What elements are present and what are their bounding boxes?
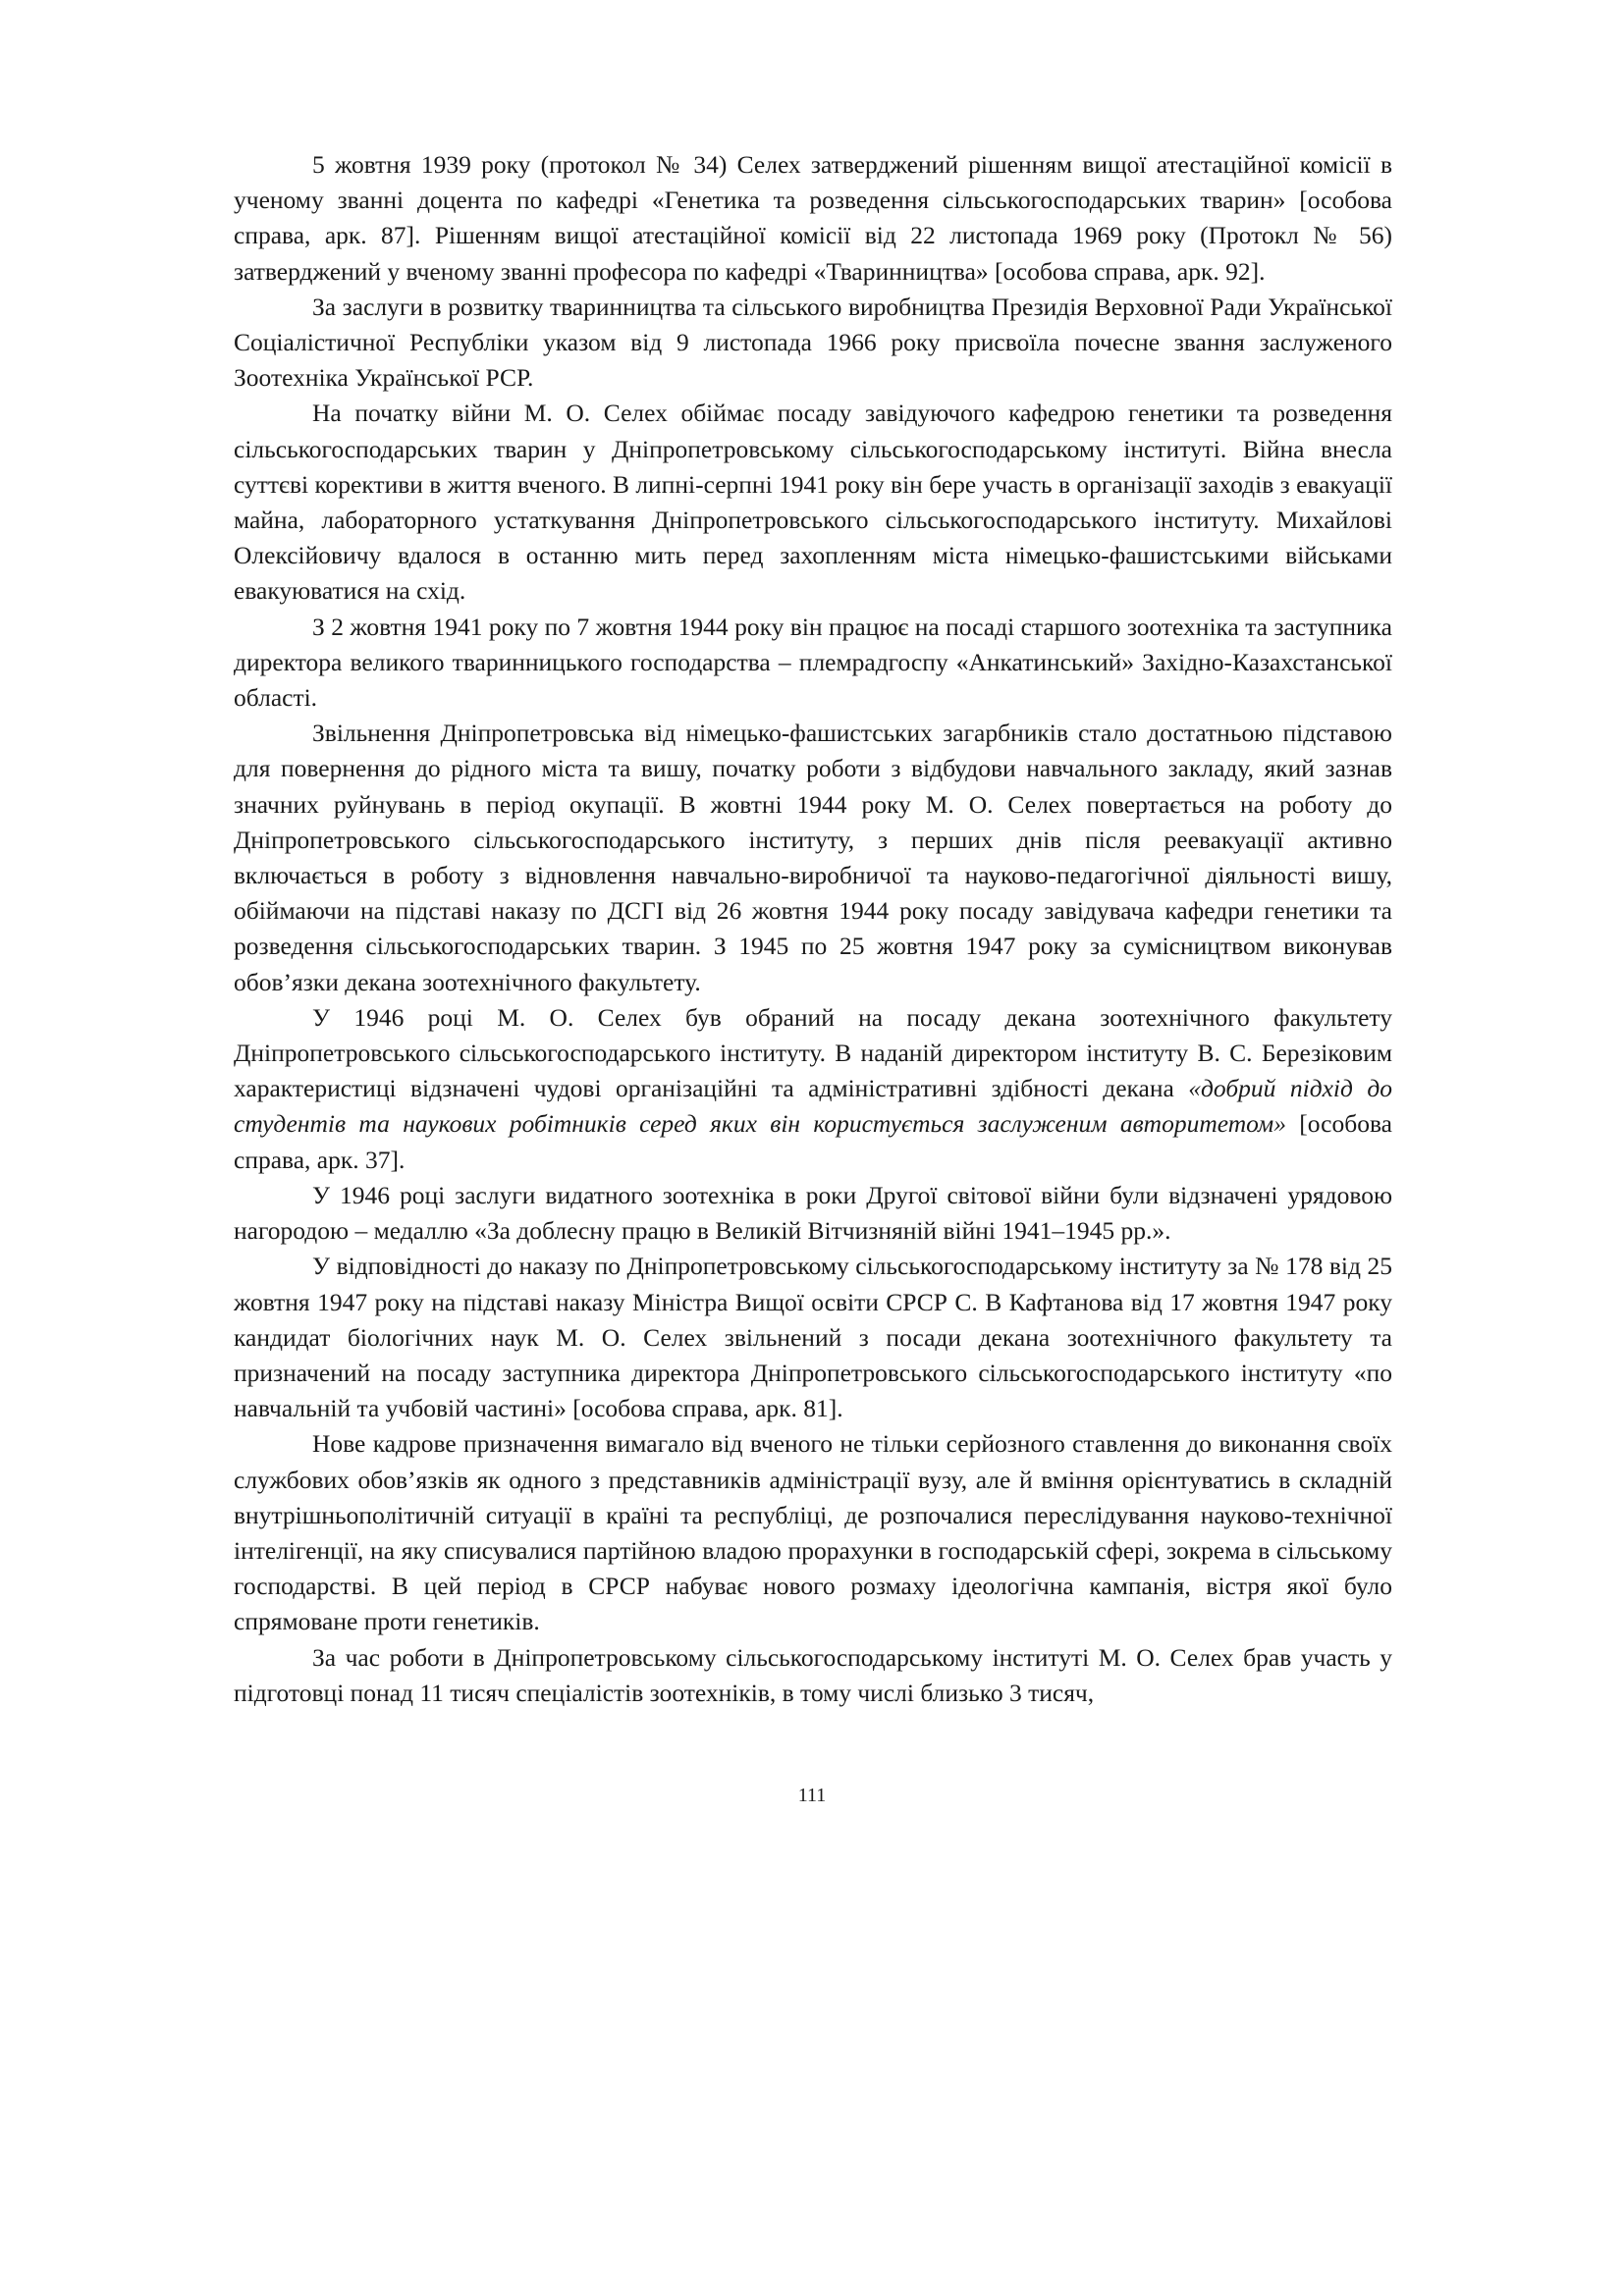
paragraph-text: На початку війни М. О. Селех обіймає посаду завідуючого кафедрою генетики та розведення сільськогосподарських тварин у Дніпропетровському сільськогосподарському інституті. Війна внесла суттєві корективи в життя вченого. В липні-серпні 1941 року він бере участь в організації заходів з евакуації майна, лабораторного устаткування Дніпропетровського сільськогосподарського інституту. Михайлові Олексійовичу вдалося в останню мить перед захопленням міста німецько-фашистськими військами евакуюватися на схід. [234, 399, 1392, 606]
paragraph-text: За час роботи в Дніпропетровському сільськогосподарському інституті М. О. Селех брав участь у підготовці понад 11 тисяч спеціалістів зоотехніків, в тому числі близько 3 тисяч, [234, 1642, 1392, 1707]
paragraph [234, 396, 1392, 609]
paragraph-text: Звільнення Дніпропетровська від німецько-фашистських загарбників стало достатньою підставою для повернення до рідного міста та вишу, початку роботи з відбудови навчального закладу, який зазнав значних руйнувань в період окупації. В жовтні 1944 року М. О. Селех повертається на роботу до Дніпропетровського сільськогосподарського інституту, з перших днів після реевакуації активно включається в роботу з відновлення навчально-виробничої та науково-педагогічної діяльності вишу, обіймаючи на підставі наказу по ДСГІ від 26 жовтня 1944 року посаду завідувача кафедри генетики та розведення сільськогосподарських тварин. З 1945 по 25 жовтня 1947 року за сумісництвом виконував обов’язки декана зоотехнічного факультету. [234, 719, 1392, 996]
paragraph-text: За заслуги в розвитку тваринництва та сільського виробництва Президія Верховної Ради Української Соціалістичної Республіки указом від 9 листопада 1966 року присвоїла почесне звання заслуженого Зоотехніка Української РСР. [234, 292, 1392, 393]
paragraph [234, 716, 1392, 1000]
paragraph-text: У 1946 році заслуги видатного зоотехніка в роки Другої світової війни були відзначені урядовою нагородою – медаллю «За доблесну працю в Великій Вітчизняній війні 1941–1945 рр.». [234, 1180, 1392, 1246]
paragraph [234, 1640, 1392, 1711]
paragraph [234, 1426, 1392, 1639]
paragraph [234, 1000, 1392, 1178]
document-page [234, 147, 1392, 1711]
paragraph-text: [особова справа, арк. 37]. [234, 1109, 1392, 1174]
paragraph [234, 1249, 1392, 1426]
paragraph [234, 610, 1392, 717]
paragraph-text: 5 жовтня 1939 року (протокол № 34) Селех затверджений рішенням вищої атестаційної комісії в ученому званні доцента по кафедрі «Генетика та розведення сільськогосподарських тварин» [особова справа, арк. 87]. Рішенням вищої атестаційної комісії від 22 листопада 1969 року (Протокл № 56) затверджений у вченому званні професора по кафедрі «Тваринництва» [особова справа, арк. 92]. [234, 150, 1392, 286]
italic-quote: «добрий підхід до студентів та наукових робітників серед яких він користується заслуженим авторитетом» [234, 1074, 1392, 1139]
page-number: 111 [797, 1785, 827, 1806]
paragraph [234, 1178, 1392, 1249]
paragraph [234, 290, 1392, 397]
paragraph [234, 147, 1392, 290]
paragraph-text: У 1946 році М. О. Селех був обраний на посаду декана зоотехнічного факультету Дніпропетровського сільськогосподарського інституту. В наданій директором інституту В. С. Березіковим характеристиці відзначені чудові організаційні та адміністративні здібності декана [234, 1002, 1392, 1103]
paragraph-text: У відповідності до наказу по Дніпропетровському сільськогосподарському інституту за № 178 від 25 жовтня 1947 року на підставі наказу Міністра Вищої освіти СРСР С. В Кафтанова від 17 жовтня 1947 року кандидат біологічних наук М. О. Селех звільнений з посади декана зоотехнічного факультету та призначений на посаду заступника директора Дніпропетровського сільськогосподарського інституту «по навчальній та учбовій частині» [особова справа, арк. 81]. [234, 1252, 1392, 1423]
paragraph-text: З 2 жовтня 1941 року по 7 жовтня 1944 року він працює на посаді старшого зоотехніка та заступника директора великого тваринницького господарства – племрадгоспу «Анкатинський» Західно-Казахстанської області. [234, 612, 1392, 713]
paragraph-text: Нове кадрове призначення вимагало від вченого не тільки серйозного ставлення до виконання своїх службових обов’язків як одного з представників адміністрації вузу, але й вміння орієнтуватись в складній внутрішньополітичній ситуації в країні та республіці, де розпочалися переслідування науково-технічної інтелігенції, на яку списувалися партійною владою прорахунки в господарській сфері, зокрема в сільському господарстві. В цей період в СРСР набуває нового розмаху ідеологічна кампанія, вістря якої було спрямоване проти генетиків. [234, 1429, 1392, 1636]
